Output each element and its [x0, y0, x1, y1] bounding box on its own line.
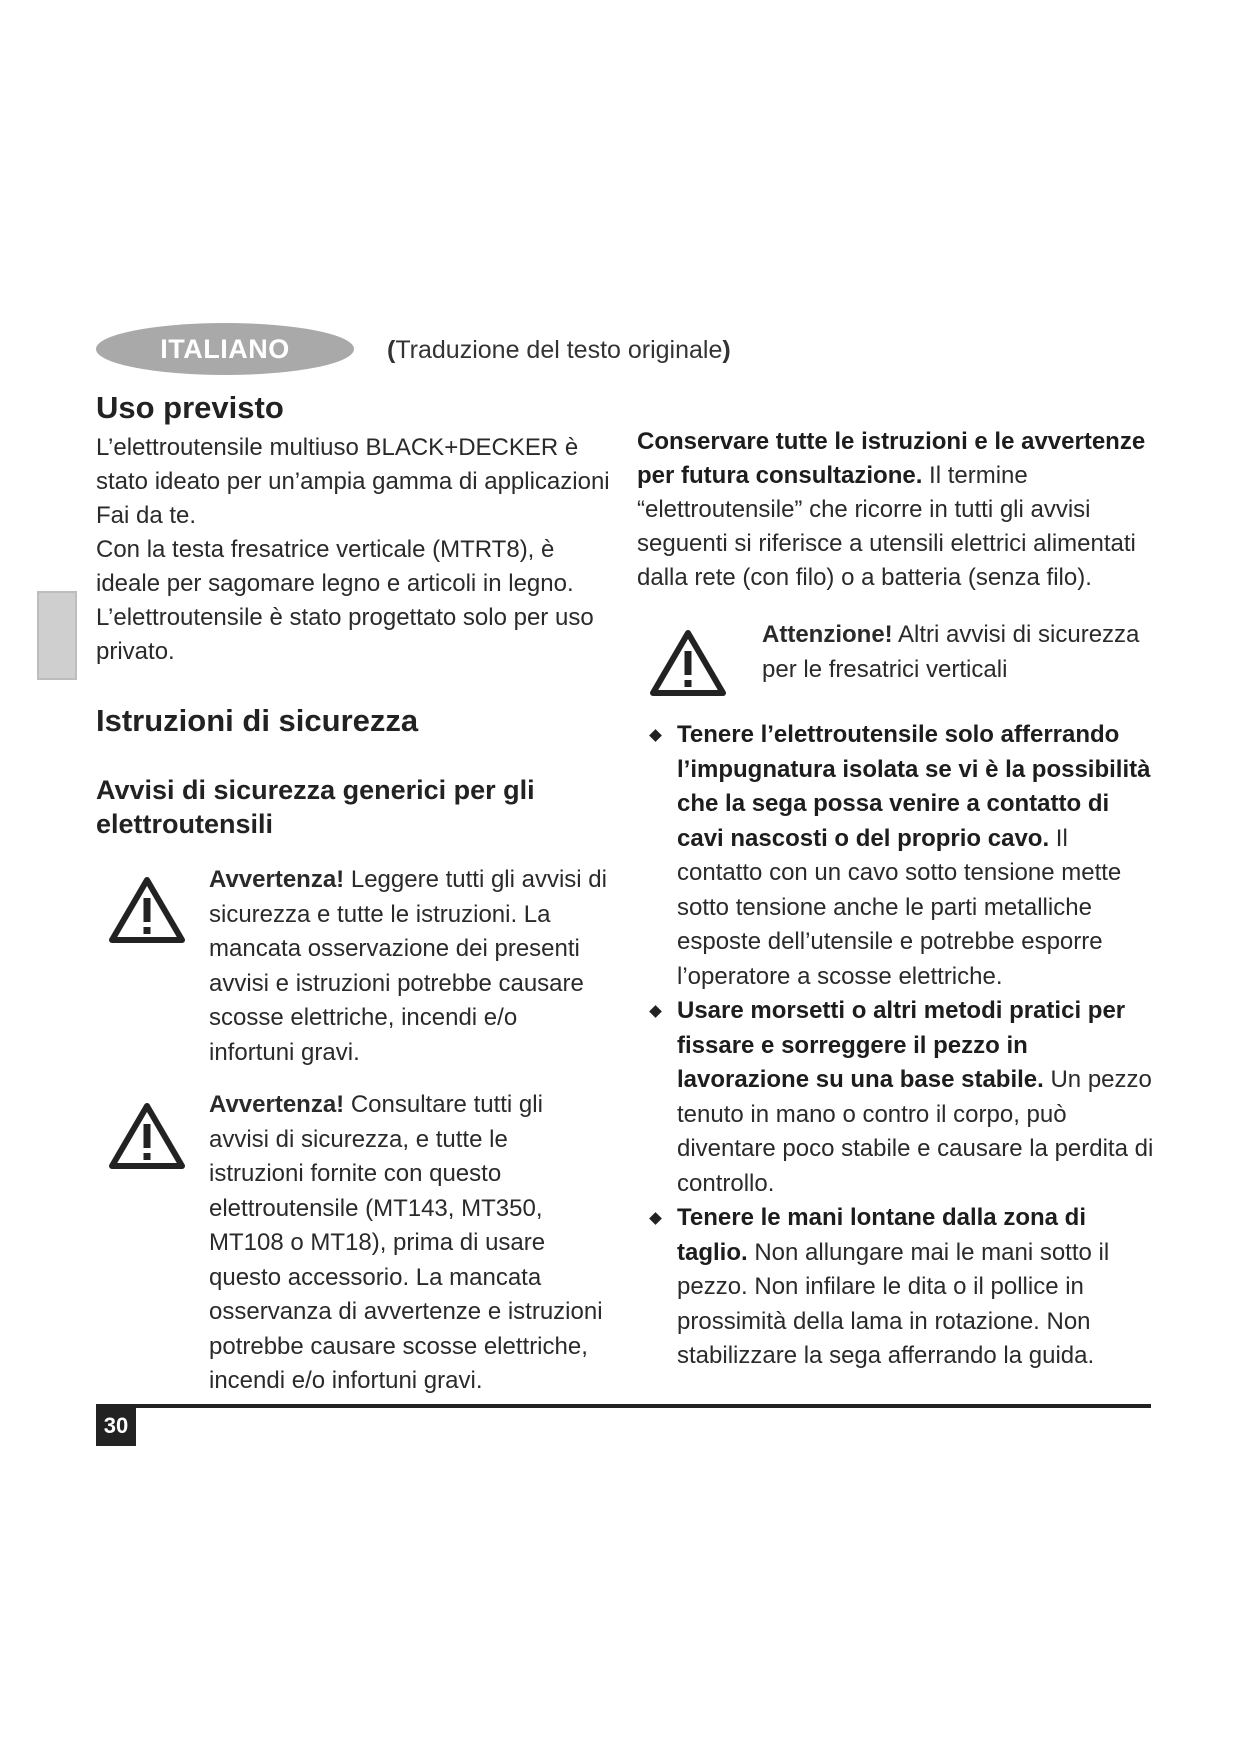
page-number-text: 30: [103, 1413, 129, 1438]
keep-instructions-paragraph: Conservare tutte le istruzioni e le avvertenze per futura consultazione. Il termine “elettroutensile” che ricorre in tutti gli avvisi seguenti si riferisce a utensili elettrici alimentati dalla rete (con filo) o a batteria (senza filo).: [637, 428, 1146, 591]
diamond-bullet-icon: [649, 729, 662, 742]
translation-note: (Traduzione del testo originale): [387, 336, 731, 364]
heading-safety-instructions: Istruzioni di sicurezza: [96, 703, 419, 738]
list-item: Usare morsetti o altri metodi pratici per fissare e sorreggere il pezzo in lavorazione su una base stabile. Un pezzo tenuto in mano o contro il corpo, può diventare poco stabile e causare la perdita di controllo.: [647, 994, 1157, 1201]
attention-text: Attenzione! Altri avvisi di sicurezza per le fresatrici verticali: [762, 621, 1140, 683]
warning-triangle-icon: [107, 1100, 187, 1172]
heading-intended-use: Uso previsto: [96, 390, 284, 425]
heading-general-safety-warnings: Avvisi di sicurezza generici per gli elettroutensili: [96, 775, 535, 839]
diamond-bullet-icon: [649, 1212, 662, 1225]
intended-use-paragraph-2: Con la testa fresatrice verticale (MTRT8), è ideale per sagomare legno e articoli in legno.: [96, 536, 574, 597]
list-item: Tenere l’elettroutensile solo afferrando l’impugnatura isolata se vi è la possibilità che la sega possa venire a contatto di cavi nascosti o del proprio cavo. Il contatto con un cavo sotto tensione mette sotto tensione anche le parti metalliche esposte dell’utensile e potrebbe esporre l’operatore a scosse elettriche.: [647, 718, 1157, 994]
warning-triangle-icon: [107, 874, 187, 946]
diamond-bullet-icon: [649, 1005, 662, 1018]
warning-2-label: Avvertenza!: [209, 1091, 345, 1118]
keep-instructions-bold: Conservare tutte le istruzioni e le avvertenze per futura consultazione.: [637, 428, 1146, 489]
translation-note-text: Traduzione del testo originale: [395, 336, 723, 364]
router-safety-list: [647, 718, 1157, 1374]
footer-rule: [96, 1404, 1151, 1408]
attention-label: Attenzione!: [762, 621, 893, 648]
warning-1-label: Avvertenza!: [209, 866, 345, 893]
warning-1-text: Avvertenza! Leggere tutti gli avvisi di sicurezza e tutte le istruzioni. La mancata osservazione dei presenti avvisi e istruzioni potrebbe causare scosse elettriche, incendi e/o infortuni gravi.: [209, 866, 607, 1066]
intended-use-paragraph-1: L’elettroutensile multiuso BLACK+DECKER è stato ideato per un’ampia gamma di applicazioni Fai da te.: [96, 434, 610, 529]
list-item: Tenere le mani lontane dalla zona di taglio. Non allungare mai le mani sotto il pezzo. Non infilare le dita o il pollice in prossimità della lama in rotazione. Non stabilizzare la sega afferrando la guida.: [647, 1201, 1157, 1374]
page-number: [96, 1406, 136, 1446]
attention-triangle-icon: [648, 627, 728, 699]
section-tab-marker: [37, 591, 77, 680]
language-label: ITALIANO: [160, 333, 290, 364]
intended-use-paragraph-3: L’elettroutensile è stato progettato solo per uso privato.: [96, 604, 594, 665]
language-badge: [96, 323, 354, 375]
warning-2-text: Avvertenza! Consultare tutti gli avvisi di sicurezza, e tutte le istruzioni fornite con questo elettroutensile (MT143, MT350, MT108 o MT18), prima di usare questo accessorio. La mancata osservanza di avvertenze e istruzioni potrebbe causare scosse elettriche, incendi e/o infortuni gravi.: [209, 1091, 603, 1394]
